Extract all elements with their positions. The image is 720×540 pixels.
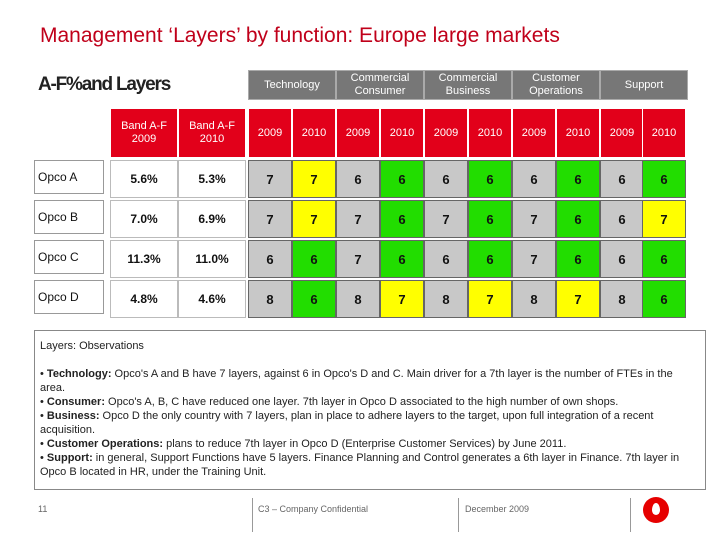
layer-value: 7	[556, 280, 600, 318]
row-label: Opco D	[34, 280, 104, 314]
layer-value: 6	[292, 240, 336, 278]
band-2010-value: 11.0%	[178, 240, 246, 278]
year-header: 2010	[556, 108, 600, 158]
layer-value: 7	[512, 240, 556, 278]
layer-value: 7	[292, 200, 336, 238]
year-header: 2010	[292, 108, 336, 158]
function-header: Commercial Consumer	[336, 70, 424, 100]
band-2010-value: 4.6%	[178, 280, 246, 318]
vodafone-logo	[643, 497, 669, 523]
year-header: 2009	[512, 108, 556, 158]
layer-value: 6	[380, 200, 424, 238]
year-header: 2010	[380, 108, 424, 158]
layer-value: 6	[556, 200, 600, 238]
layer-value: 6	[600, 160, 644, 198]
observation-item	[40, 409, 700, 437]
observation-label: Technology:	[46, 368, 112, 380]
band-2010-value: 6.9%	[178, 200, 246, 238]
layer-value: 6	[424, 160, 468, 198]
observation-item	[40, 451, 700, 479]
layer-value: 6	[642, 280, 686, 318]
observations-list	[40, 367, 700, 479]
observation-text: Opco D the only country with 7 layers, plan in place to adhere layers to the target, upon full integration of a recent acquisition.	[40, 410, 654, 436]
layer-value: 6	[512, 160, 556, 198]
layer-value: 6	[336, 160, 380, 198]
confidentiality-label: C3 – Company Confidential	[258, 504, 369, 514]
band-2009-value: 4.8%	[110, 280, 178, 318]
layer-value: 8	[424, 280, 468, 318]
footer-divider	[458, 498, 459, 532]
bullet: •	[40, 368, 47, 380]
layer-value: 8	[600, 280, 644, 318]
year-header: 2009	[336, 108, 380, 158]
layer-value: 7	[380, 280, 424, 318]
layer-value: 7	[248, 160, 292, 198]
year-header: 2009	[248, 108, 292, 158]
observation-label: Customer Operations:	[46, 438, 164, 450]
page-number: 11	[38, 504, 48, 514]
layer-value: 6	[468, 160, 512, 198]
layer-value: 6	[292, 280, 336, 318]
observation-item	[40, 437, 700, 451]
observations-box	[34, 330, 706, 490]
layer-value: 7	[248, 200, 292, 238]
observations-title: Layers: Observations	[40, 340, 144, 352]
year-header: 2010	[642, 108, 686, 158]
footer-divider	[630, 498, 631, 532]
layer-value: 6	[248, 240, 292, 278]
layer-value: 8	[248, 280, 292, 318]
layer-value: 6	[600, 240, 644, 278]
layer-value: 6	[556, 160, 600, 198]
observation-text: in general, Support Functions have 5 layers. Finance Planning and Control generates a 6th layer in Finance. 7th layer in Opco B located in HR, under the Training Unit.	[40, 452, 680, 478]
layer-value: 8	[512, 280, 556, 318]
layer-value: 7	[424, 200, 468, 238]
row-label: Opco A	[34, 160, 104, 194]
layer-value: 6	[642, 240, 686, 278]
layer-value: 7	[336, 200, 380, 238]
bullet: •	[40, 396, 47, 408]
layer-value: 6	[600, 200, 644, 238]
function-header: Technology	[248, 70, 336, 100]
function-header: Support	[600, 70, 688, 100]
observation-label: Support:	[46, 452, 93, 464]
bullet: •	[40, 452, 47, 464]
layer-value: 6	[642, 160, 686, 198]
layer-value: 6	[468, 240, 512, 278]
footer-date: December 2009	[465, 504, 530, 514]
layer-value: 6	[380, 240, 424, 278]
layer-value: 6	[380, 160, 424, 198]
layer-value: 7	[642, 200, 686, 238]
row-label: Opco C	[34, 240, 104, 274]
observation-label: Consumer:	[46, 396, 105, 408]
layer-value: 6	[424, 240, 468, 278]
observation-item	[40, 395, 700, 409]
observation-item	[40, 367, 700, 395]
band-header: Band A-F 2009	[110, 108, 178, 158]
band-2009-value: 5.6%	[110, 160, 178, 198]
function-header: Commercial Business	[424, 70, 512, 100]
slide-title: Management ‘Layers’ by function: Europe large markets	[40, 24, 560, 47]
function-header: Customer Operations	[512, 70, 600, 100]
year-header: 2009	[424, 108, 468, 158]
bullet: •	[40, 410, 47, 422]
layer-value: 7	[468, 280, 512, 318]
table-subtitle: A-F%and Layers	[38, 74, 171, 95]
band-2009-value: 7.0%	[110, 200, 178, 238]
layer-value: 6	[556, 240, 600, 278]
layer-value: 8	[336, 280, 380, 318]
observation-text: Opco's A and B have 7 layers, against 6 in Opco's D and C. Main driver for a 7th layer is the number of FTEs in the area.	[40, 368, 673, 394]
observation-text: Opco's A, B, C have reduced one layer. 7th layer in Opco D associated to the high number of own shops.	[104, 396, 619, 408]
row-label: Opco B	[34, 200, 104, 234]
layer-value: 7	[336, 240, 380, 278]
band-header: Band A-F 2010	[178, 108, 246, 158]
year-header: 2010	[468, 108, 512, 158]
observation-text: plans to reduce 7th layer in Opco D (Enterprise Customer Services) by June 2011.	[163, 438, 567, 450]
footer-divider	[252, 498, 253, 532]
layer-value: 6	[468, 200, 512, 238]
observation-label: Business:	[46, 410, 100, 422]
layer-value: 7	[292, 160, 336, 198]
year-header: 2009	[600, 108, 644, 158]
band-2009-value: 11.3%	[110, 240, 178, 278]
layer-value: 7	[512, 200, 556, 238]
bullet: •	[40, 438, 47, 450]
band-2010-value: 5.3%	[178, 160, 246, 198]
